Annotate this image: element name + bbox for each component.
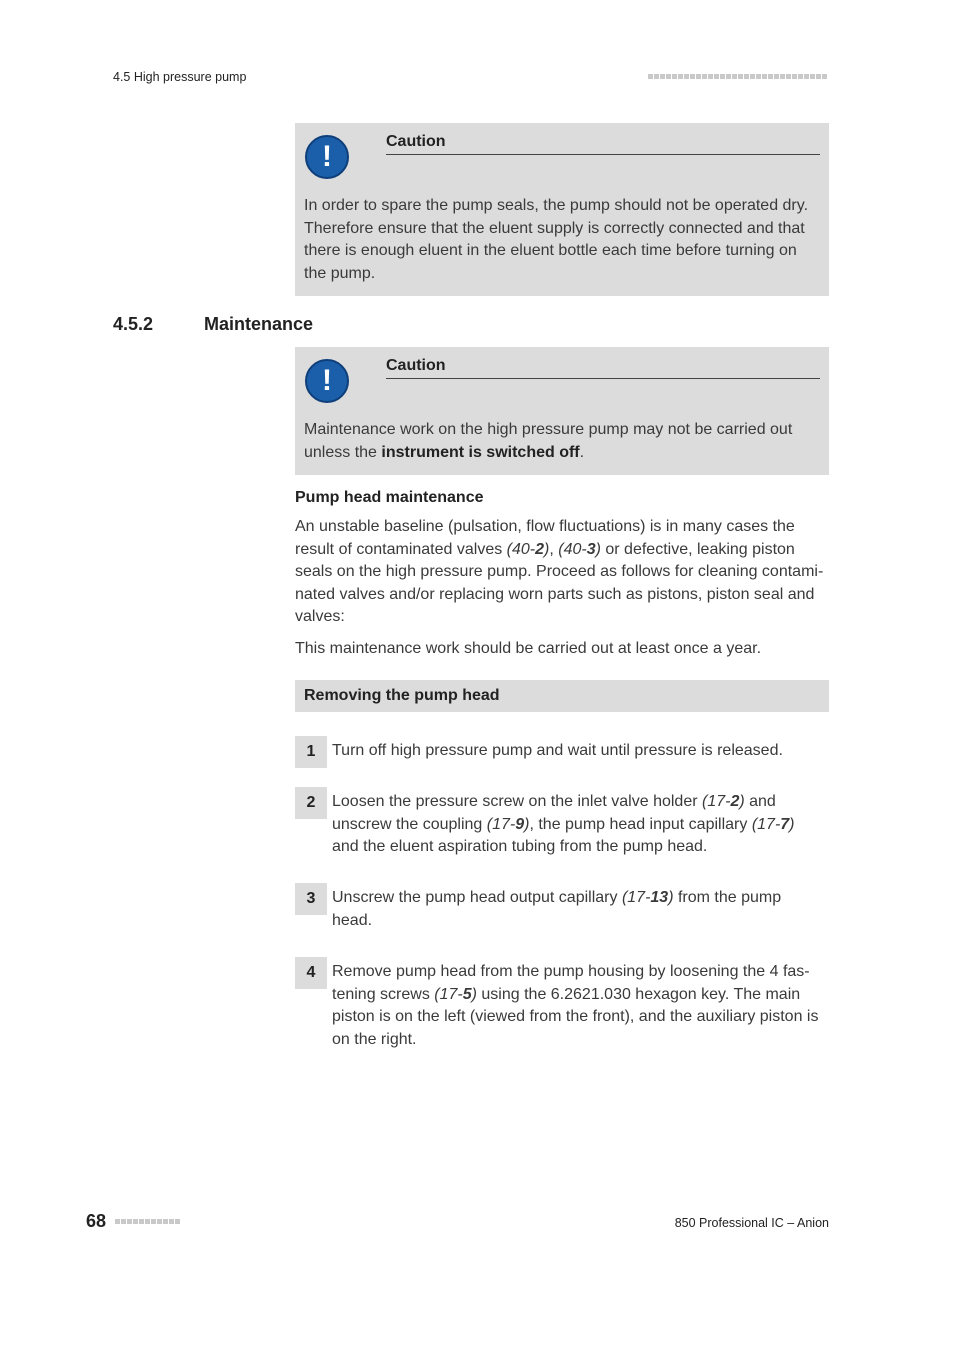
exclamation-icon: !: [305, 359, 349, 403]
section-heading: [113, 314, 313, 335]
step-text: Turn off high pressure pump and wait until pressure is released.: [332, 742, 783, 759]
caution-text: Maintenance work on the high pressure pump may not be carried out unless the instrument is switched off.: [304, 421, 793, 461]
step-number: 2: [295, 787, 327, 819]
section-title: Maintenance: [204, 314, 314, 334]
caution-title: Caution: [386, 133, 820, 155]
page-number: 68: [86, 1211, 107, 1231]
caution-box-dry-operation: [295, 123, 829, 296]
step-text: Unscrew the pump head output capillary (17-13) from the pump head.: [332, 889, 782, 929]
caution-title: Caution: [386, 357, 820, 379]
step-number: 3: [295, 883, 327, 915]
running-footer-product: 850 Professional IC – Anion: [674, 1216, 829, 1230]
subsection-heading: Pump head maintenance: [295, 489, 484, 506]
paragraph-frequency: This maintenance work should be carried out at least once a year.: [295, 640, 762, 657]
step-text: Loosen the pressure screw on the inlet valve holder (17-2) and unscrew the coupling (17-9), the pump head input capillary (17-7) and the eluent aspiration tubing from the pump head.: [332, 793, 795, 855]
step-text: Remove pump head from the pump housing by loosening the 4 fastening screws (17-5) using the 6.2621.030 hexagon key. The main piston is on the left (viewed from the front), and the auxiliary piston is on the right.: [332, 963, 819, 1048]
header-decoration: [648, 74, 827, 79]
caution-box-maintenance: [295, 347, 829, 475]
running-header-section: 4.5 High pressure pump: [113, 70, 247, 84]
procedure-title: Removing the pump head: [295, 680, 829, 712]
paragraph-intro: An unstable baseline (pulsation, flow fluctuations) is in many cases the result of contaminated valves (40-2), (40-3) or defective, leaking piston seals on the high pressure pump. Proceed as follows for cleaning contaminated valves and/or replacing worn parts such as pistons, piston seal and valves:: [295, 518, 824, 625]
exclamation-icon: !: [305, 135, 349, 179]
step-number: 4: [295, 957, 327, 989]
section-number: 4.5.2: [113, 314, 154, 334]
footer-decoration: [115, 1219, 180, 1224]
step-number: 1: [295, 736, 327, 768]
caution-text: In order to spare the pump seals, the pump should not be operated dry. Therefore ensure that the eluent supply is correctly connected and that there is enough eluent in the eluent bottle each time before turning on the pump.: [304, 197, 809, 282]
